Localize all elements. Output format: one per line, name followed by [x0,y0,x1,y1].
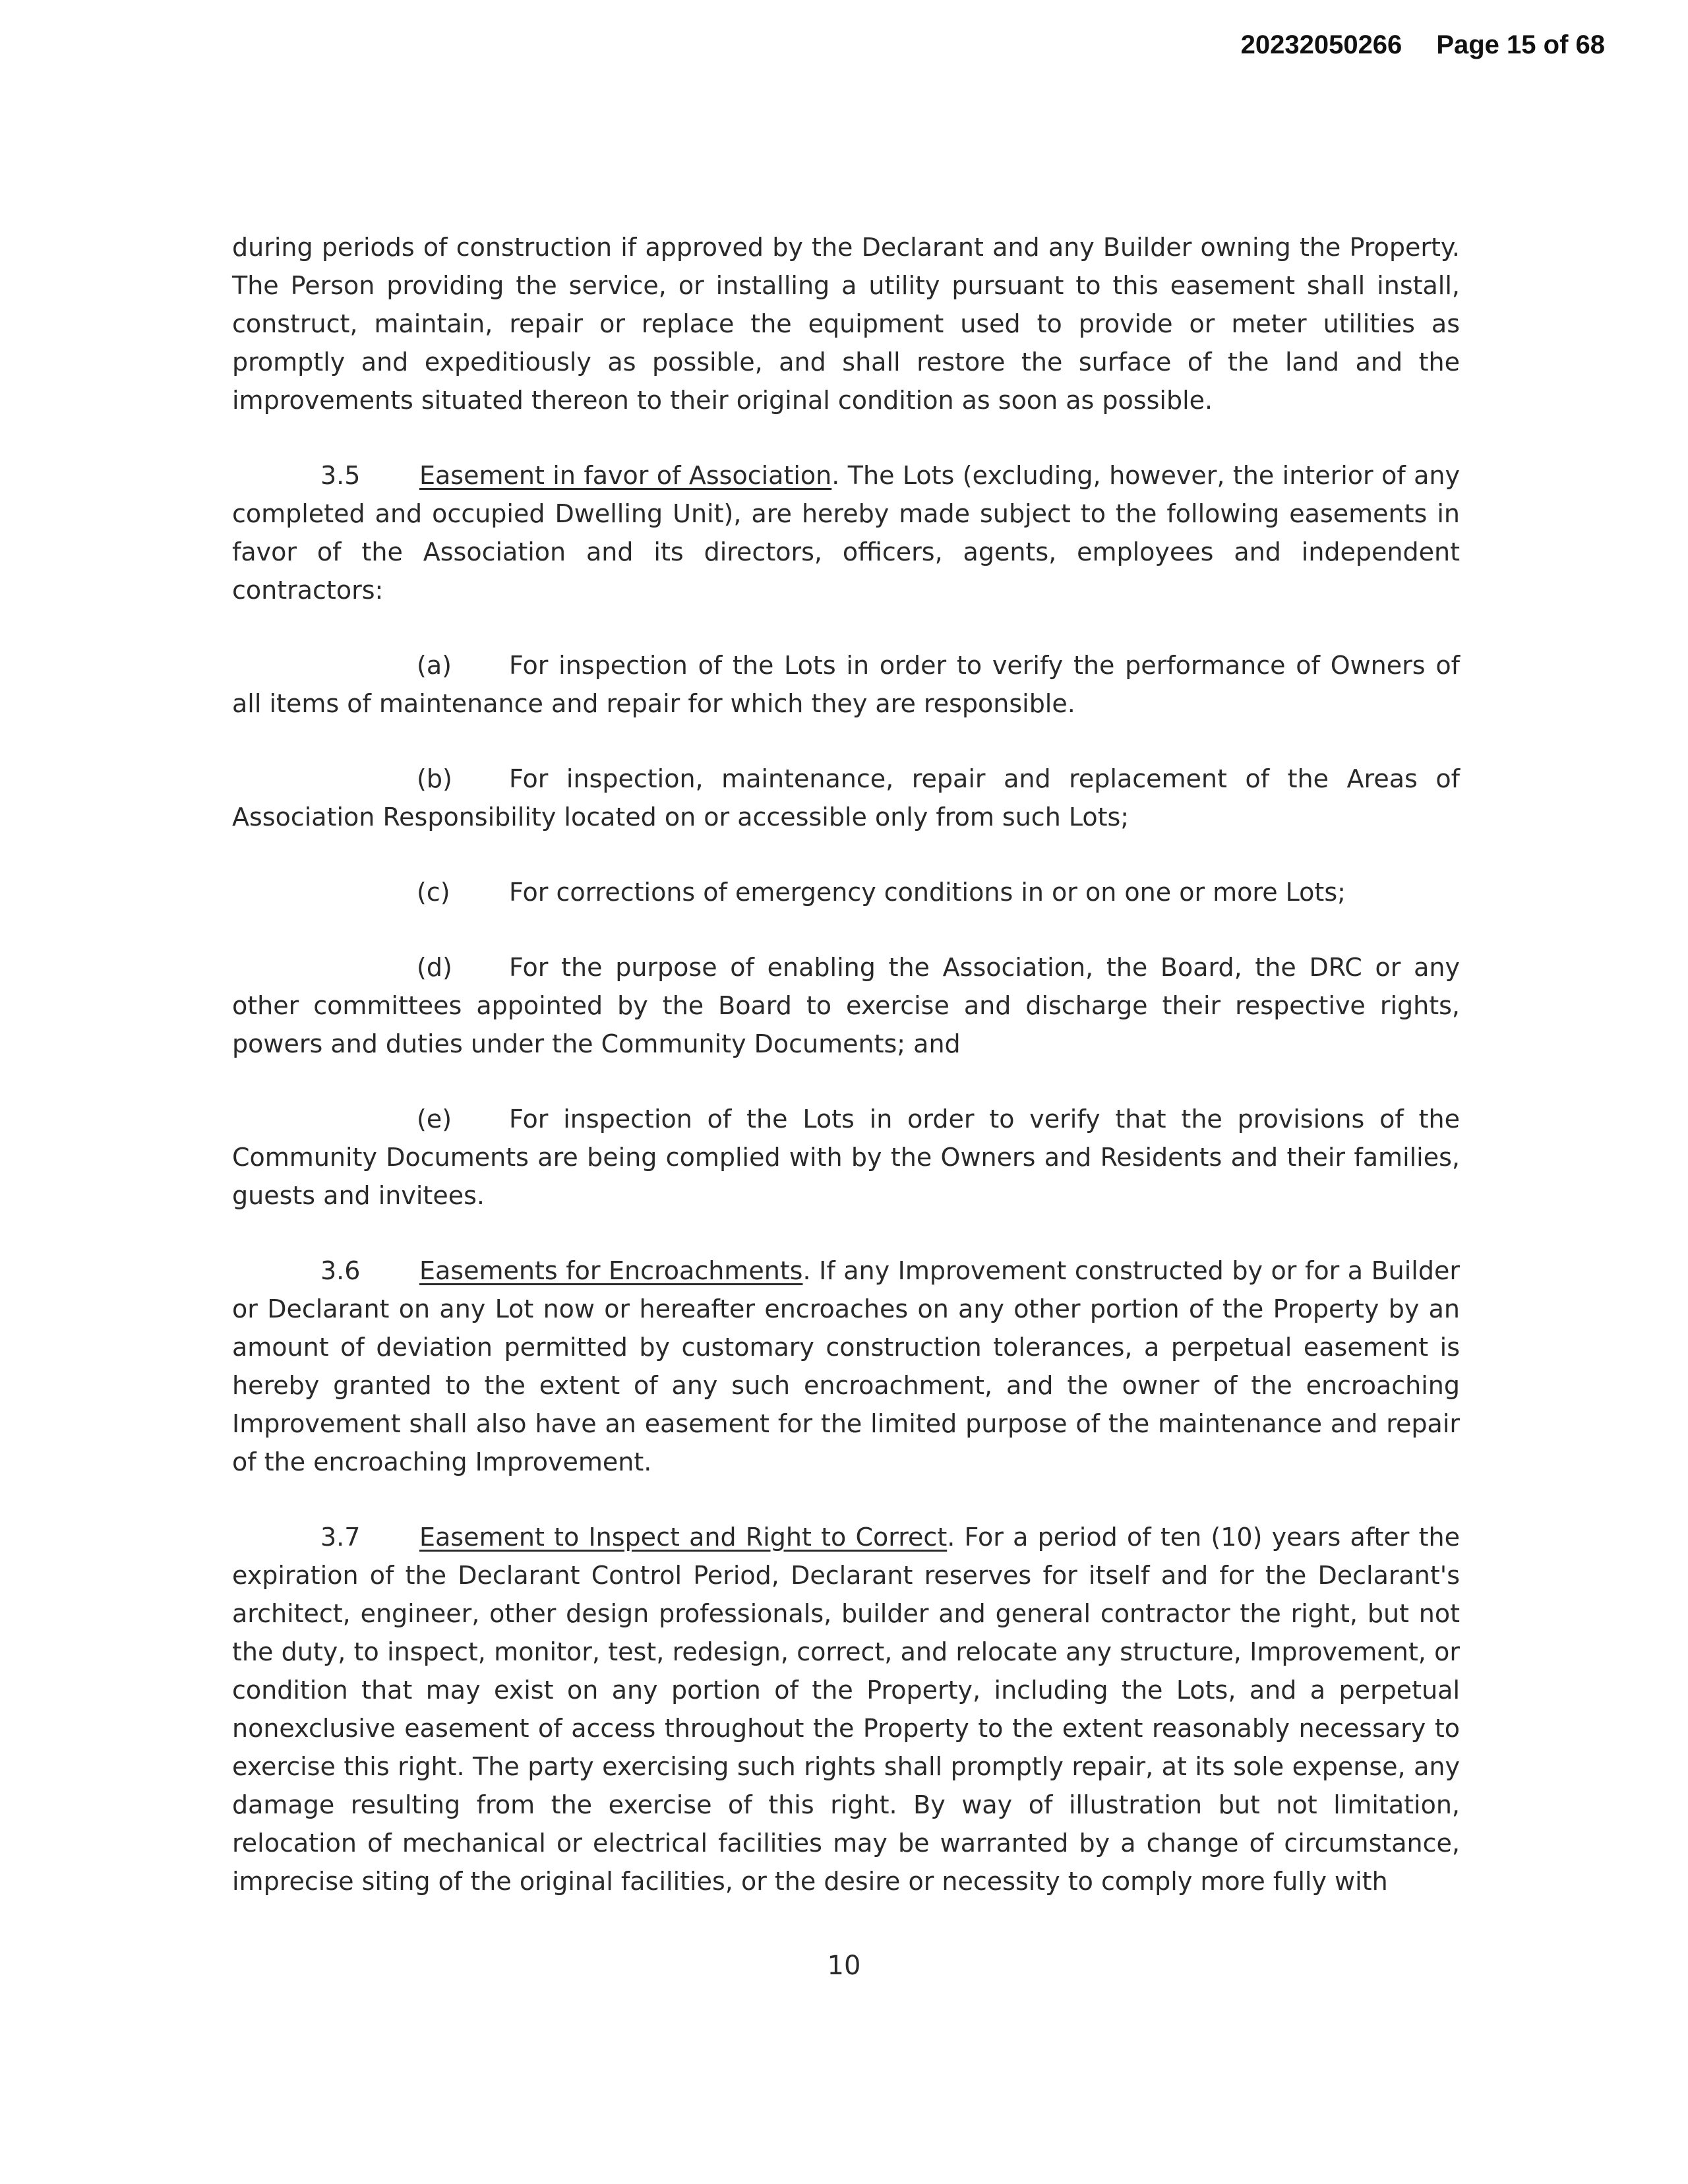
item-text: For corrections of emergency conditions in or on one or more Lots; [509,878,1346,907]
section-number: 3.6 [320,1256,361,1285]
item-label: (c) [417,878,450,907]
page-number: 10 [827,1951,861,1981]
section-3-7 [232,1518,1460,1900]
section-3-6 [232,1252,1460,1481]
item-label: (b) [417,764,452,793]
list-item-e [232,1100,1460,1215]
section-number: 3.5 [320,461,361,490]
list-item-b [232,760,1460,836]
list-item-c [232,873,1460,911]
section-number: 3.7 [320,1523,361,1552]
page-header [1241,30,1605,60]
section-text: . The Lots (excluding, however, the interior of any completed and occupied Dwelling Unit), are hereby made subject to the following easements in favor of the Association and its directors, officers, agents, employees and independent contractors: [232,461,1461,605]
item-text: For inspection of the Lots in order to verify the performance of Owners of all items of maintenance and repair for which they are responsible. [232,651,1460,718]
document-body [232,228,1460,1900]
section-title: Easement to Inspect and Right to Correct [419,1523,948,1552]
item-label: (d) [417,953,452,982]
list-item-d [232,948,1460,1063]
item-text: For inspection of the Lots in order to verify that the provisions of the Community Documents are being complied with by the Owners and Residents and their families, guests and invitees. [232,1105,1460,1210]
item-label: (a) [417,651,452,680]
continued-paragraph: during periods of construction if approved by the Declarant and any Builder owning the Property. The Person providing the service, or installing a utility pursuant to this easement shall install, construct, maintain, repair or replace the equipment used to provide or meter utilities as promptly and expeditiously as possible, and shall restore the surface of the land and the improvements situated thereon to their original condition as soon as possible. [232,233,1460,415]
item-text: For the purpose of enabling the Association, the Board, the DRC or any other committees appointed by the Board to exercise and discharge their respective rights, powers and duties under the Community Documents; and [232,953,1460,1058]
section-title: Easements for Encroachments [419,1256,803,1285]
page-indicator: Page 15 of 68 [1436,30,1605,59]
item-label: (e) [417,1105,452,1134]
section-text: . For a period of ten (10) years after the expiration of the Declarant Control Period, Declarant reserves for itself and for the Declarant's architect, engineer, other design professionals, builder and general contractor the right, but not the duty, to inspect, monitor, test, redesign, correct, and relocate any structure, Improvement, or condition that may exist on any portion of the Property, including the Lots, and a perpetual nonexclusive easement of access throughout the Property to the extent reasonably necessary to exercise this right. The party exercising such rights shall promptly repair, at its sole expense, any damage resulting from the exercise of this right. By way of illustration but not limitation, relocation of mechanical or electrical facilities may be warranted by a change of circumstance, imprecise siting of the original facilities, or the desire or necessity to comply more fully with [232,1523,1460,1896]
document-number: 20232050266 [1240,30,1402,59]
section-3-5 [232,456,1460,609]
section-text: . If any Improvement constructed by or for a Builder or Declarant on any Lot now or hereafter encroaches on any other portion of the Property by an amount of deviation permitted by customary construction tolerances, a perpetual easement is hereby granted to the extent of any such encroachment, and the owner of the encroaching Improvement shall also have an easement for the limited purpose of the maintenance and repair of the encroaching Improvement. [232,1256,1460,1476]
list-item-a [232,646,1460,723]
item-text: For inspection, maintenance, repair and replacement of the Areas of Association Responsibility located on or accessible only from such Lots; [232,764,1460,832]
section-title: Easement in favor of Association [419,461,832,490]
